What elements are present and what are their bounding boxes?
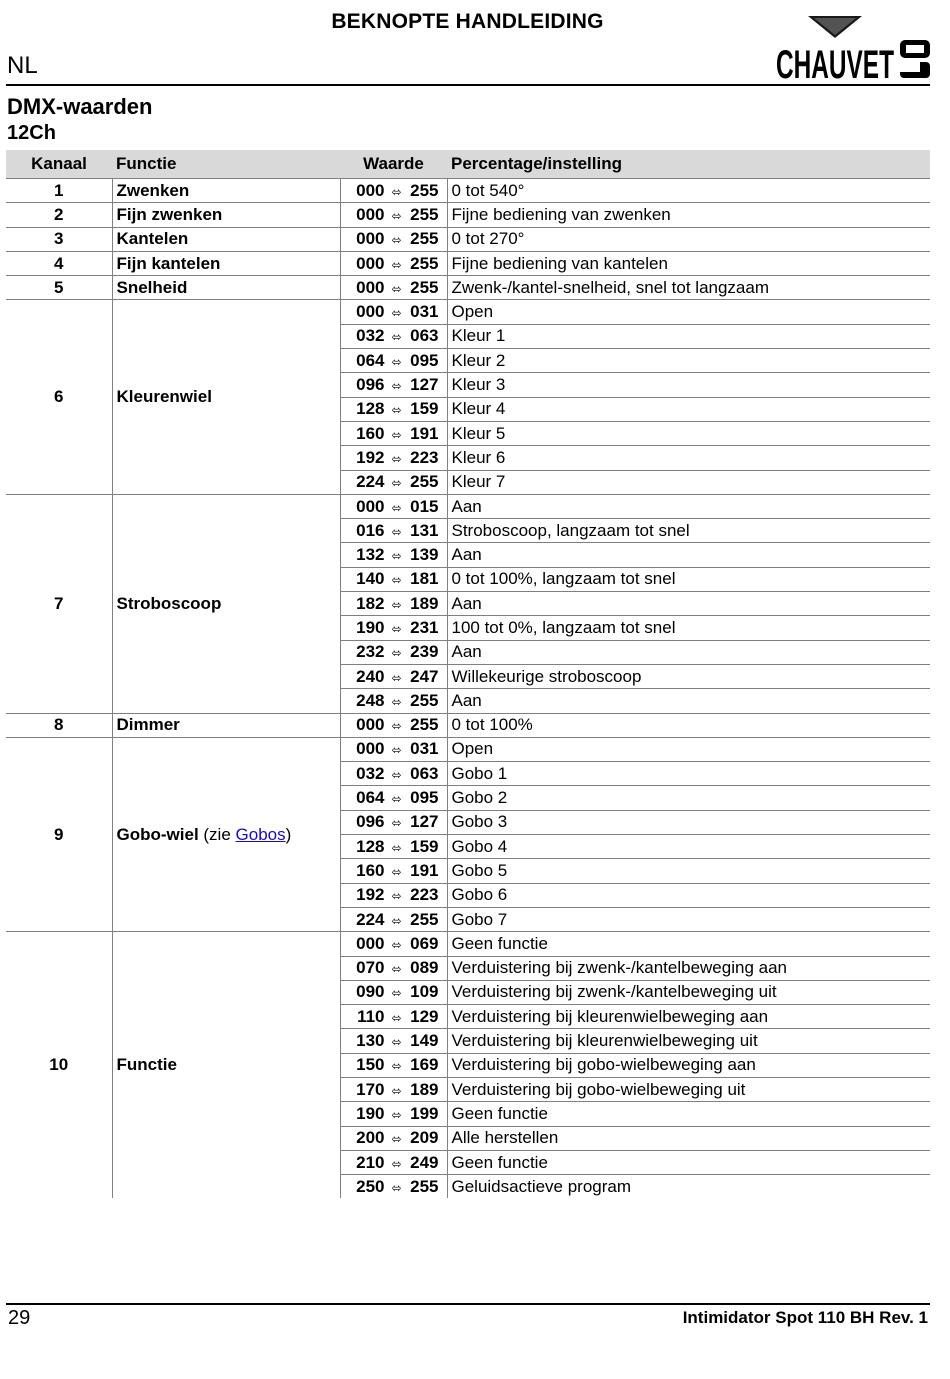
range-end: 069 xyxy=(410,933,439,953)
dmx-value-range xyxy=(340,251,447,275)
range-arrow-icon: ⬄ xyxy=(391,1010,402,1025)
dmx-value-range xyxy=(340,446,447,470)
range-end: 191 xyxy=(410,423,439,443)
setting-description: 100 tot 0%, langzaam tot snel xyxy=(447,616,930,640)
range-arrow-icon: ⬄ xyxy=(391,549,402,564)
setting-description: Fijne bediening van zwenken xyxy=(447,203,930,227)
dmx-value-range xyxy=(340,664,447,688)
range-start: 000 xyxy=(356,180,385,200)
channel-function xyxy=(112,713,340,737)
dmx-value-range xyxy=(340,397,447,421)
setting-description: Geen functie xyxy=(447,932,930,956)
range-end: 223 xyxy=(410,885,439,905)
range-start: 096 xyxy=(356,375,385,395)
svg-text:CHAUVET: CHAUVET xyxy=(776,43,894,84)
range-end: 159 xyxy=(410,836,439,856)
setting-description: Aan xyxy=(447,592,930,616)
function-name: Zwenken xyxy=(116,180,190,200)
dmx-value-range xyxy=(340,786,447,810)
range-arrow-icon: ⬄ xyxy=(391,1156,402,1171)
dmx-value-range xyxy=(340,810,447,834)
dmx-value-range xyxy=(340,1077,447,1101)
range-start: 190 xyxy=(356,617,385,637)
setting-description: Kleur 7 xyxy=(447,470,930,494)
setting-description: Gobo 4 xyxy=(447,835,930,859)
dmx-value-range xyxy=(340,179,447,203)
range-end: 255 xyxy=(410,204,439,224)
range-arrow-icon: ⬄ xyxy=(391,476,402,491)
setting-description: Open xyxy=(447,300,930,324)
dmx-value-range xyxy=(340,1150,447,1174)
range-arrow-icon: ⬄ xyxy=(391,500,402,515)
range-start: 224 xyxy=(356,472,385,492)
function-name: Dimmer xyxy=(116,715,180,735)
range-start: 192 xyxy=(356,447,385,467)
channel-number: 7 xyxy=(6,494,112,713)
range-end: 209 xyxy=(410,1128,439,1148)
channel-function xyxy=(112,251,340,275)
dmx-value-range xyxy=(340,689,447,713)
range-end: 127 xyxy=(410,812,439,832)
range-start: 000 xyxy=(356,204,385,224)
range-end: 255 xyxy=(410,229,439,249)
range-end: 109 xyxy=(410,982,439,1002)
setting-description: Aan xyxy=(447,543,930,567)
table-row xyxy=(6,276,930,300)
setting-description: 0 tot 100%, langzaam tot snel xyxy=(447,567,930,591)
dmx-values-table xyxy=(6,150,930,1198)
column-header-kanaal: Kanaal xyxy=(6,150,112,179)
dmx-value-range xyxy=(340,227,447,251)
range-start: 064 xyxy=(356,350,385,370)
range-arrow-icon: ⬄ xyxy=(391,1107,402,1122)
setting-description: Gobo 1 xyxy=(447,762,930,786)
dmx-value-range xyxy=(340,592,447,616)
range-end: 231 xyxy=(410,617,439,637)
setting-description: Gobo 3 xyxy=(447,810,930,834)
range-end: 255 xyxy=(410,472,439,492)
table-row xyxy=(6,179,930,203)
range-start: 128 xyxy=(356,399,385,419)
dmx-value-range xyxy=(340,203,447,227)
range-end: 129 xyxy=(410,1006,439,1026)
range-start: 016 xyxy=(356,520,385,540)
footer-rule xyxy=(6,1303,930,1305)
dmx-value-range xyxy=(340,956,447,980)
setting-description: Gobo 2 xyxy=(447,786,930,810)
range-arrow-icon: ⬄ xyxy=(391,184,402,199)
setting-description: 0 tot 270° xyxy=(447,227,930,251)
gobos-link[interactable]: Gobos xyxy=(235,824,286,844)
range-end: 095 xyxy=(410,788,439,808)
function-note-open: (zie xyxy=(198,824,236,844)
setting-description: Willekeurige stroboscoop xyxy=(447,664,930,688)
setting-description: Verduistering bij gobo-wielbeweging aan xyxy=(447,1053,930,1077)
setting-description: Geen functie xyxy=(447,1102,930,1126)
dmx-value-range xyxy=(340,349,447,373)
range-end: 031 xyxy=(410,302,439,322)
range-end: 255 xyxy=(410,715,439,735)
dmx-value-range xyxy=(340,1175,447,1199)
dmx-value-range xyxy=(340,300,447,324)
range-start: 000 xyxy=(356,229,385,249)
dmx-value-range xyxy=(340,737,447,761)
range-arrow-icon: ⬄ xyxy=(391,937,402,952)
function-name: Kantelen xyxy=(116,229,189,249)
range-arrow-icon: ⬄ xyxy=(391,621,402,636)
setting-description: Kleur 1 xyxy=(447,324,930,348)
range-start: 248 xyxy=(356,690,385,710)
range-end: 189 xyxy=(410,593,439,613)
channel-number: 5 xyxy=(6,276,112,300)
range-start: 182 xyxy=(356,593,385,613)
channel-number: 2 xyxy=(6,203,112,227)
function-name: Snelheid xyxy=(116,277,188,297)
range-arrow-icon: ⬄ xyxy=(391,427,402,442)
range-start: 064 xyxy=(356,788,385,808)
range-arrow-icon: ⬄ xyxy=(391,913,402,928)
document-title: Intimidator Spot 110 BH Rev. 1 xyxy=(682,1308,928,1327)
range-end: 249 xyxy=(410,1152,439,1172)
range-start: 000 xyxy=(356,302,385,322)
table-row xyxy=(6,737,930,761)
dmx-value-range xyxy=(340,1126,447,1150)
range-start: 192 xyxy=(356,885,385,905)
range-arrow-icon: ⬄ xyxy=(391,646,402,661)
range-arrow-icon: ⬄ xyxy=(391,792,402,807)
chauvet-dj-logo xyxy=(774,14,932,84)
dmx-value-range xyxy=(340,276,447,300)
range-start: 224 xyxy=(356,909,385,929)
setting-description: Fijne bediening van kantelen xyxy=(447,251,930,275)
range-arrow-icon: ⬄ xyxy=(391,597,402,612)
range-arrow-icon: ⬄ xyxy=(391,403,402,418)
range-end: 255 xyxy=(410,1176,439,1196)
channel-function xyxy=(112,300,340,494)
dmx-value-range xyxy=(340,907,447,931)
dmx-value-range xyxy=(340,543,447,567)
setting-description: Zwenk-/kantel-snelheid, snel tot langzaam xyxy=(447,276,930,300)
language-code: NL xyxy=(7,52,38,79)
table-row xyxy=(6,203,930,227)
setting-description: Verduistering bij kleurenwielbeweging uit xyxy=(447,1029,930,1053)
channel-number: 6 xyxy=(6,300,112,494)
setting-description: Gobo 6 xyxy=(447,883,930,907)
range-start: 170 xyxy=(356,1079,385,1099)
range-arrow-icon: ⬄ xyxy=(391,670,402,685)
range-start: 000 xyxy=(356,496,385,516)
dmx-value-range xyxy=(340,616,447,640)
range-arrow-icon: ⬄ xyxy=(391,962,402,977)
header-rule xyxy=(6,84,930,86)
dmx-value-range xyxy=(340,835,447,859)
setting-description: Aan xyxy=(447,640,930,664)
setting-description: Aan xyxy=(447,494,930,518)
range-arrow-icon: ⬄ xyxy=(391,281,402,296)
channel-function xyxy=(112,932,340,1199)
range-arrow-icon: ⬄ xyxy=(391,767,402,782)
table-header-row xyxy=(6,150,930,179)
range-start: 190 xyxy=(356,1103,385,1123)
page-header-title: BEKNOPTE HANDLEIDING xyxy=(331,10,604,33)
function-note-close: ) xyxy=(285,824,292,844)
setting-description: Kleur 2 xyxy=(447,349,930,373)
range-start: 150 xyxy=(356,1055,385,1075)
setting-description: Open xyxy=(447,737,930,761)
range-arrow-icon: ⬄ xyxy=(391,1035,402,1050)
range-start: 250 xyxy=(356,1176,385,1196)
range-start: 090 xyxy=(356,982,385,1002)
channel-number: 4 xyxy=(6,251,112,275)
dmx-value-range xyxy=(340,640,447,664)
column-header-percentage: Percentage/instelling xyxy=(447,150,930,179)
range-end: 063 xyxy=(410,326,439,346)
range-end: 255 xyxy=(410,690,439,710)
range-end: 255 xyxy=(410,253,439,273)
range-arrow-icon: ⬄ xyxy=(391,719,402,734)
dmx-value-range xyxy=(340,421,447,445)
channel-function xyxy=(112,227,340,251)
range-start: 210 xyxy=(356,1152,385,1172)
setting-description: Kleur 4 xyxy=(447,397,930,421)
range-end: 189 xyxy=(410,1079,439,1099)
range-arrow-icon: ⬄ xyxy=(391,1083,402,1098)
range-end: 127 xyxy=(410,375,439,395)
range-end: 015 xyxy=(410,496,439,516)
range-arrow-icon: ⬄ xyxy=(391,330,402,345)
range-arrow-icon: ⬄ xyxy=(391,694,402,709)
range-start: 160 xyxy=(356,423,385,443)
range-arrow-icon: ⬄ xyxy=(391,354,402,369)
range-end: 255 xyxy=(410,277,439,297)
column-header-waarde: Waarde xyxy=(340,150,447,179)
setting-description: Alle herstellen xyxy=(447,1126,930,1150)
dmx-value-range xyxy=(340,859,447,883)
section-subtitle: 12Ch xyxy=(7,122,56,144)
range-start: 070 xyxy=(356,958,385,978)
dmx-value-range xyxy=(340,1053,447,1077)
channel-function xyxy=(112,179,340,203)
range-start: 000 xyxy=(356,739,385,759)
range-end: 255 xyxy=(410,909,439,929)
range-arrow-icon: ⬄ xyxy=(391,1059,402,1074)
range-start: 000 xyxy=(356,277,385,297)
dmx-value-range xyxy=(340,980,447,1004)
range-start: 140 xyxy=(356,569,385,589)
setting-description: 0 tot 540° xyxy=(447,179,930,203)
channel-number: 9 xyxy=(6,737,112,931)
setting-description: Gobo 5 xyxy=(447,859,930,883)
range-end: 089 xyxy=(410,958,439,978)
range-start: 160 xyxy=(356,860,385,880)
range-start: 032 xyxy=(356,326,385,346)
setting-description: Aan xyxy=(447,689,930,713)
table-row xyxy=(6,494,930,518)
setting-description: 0 tot 100% xyxy=(447,713,930,737)
setting-description: Kleur 3 xyxy=(447,373,930,397)
range-start: 232 xyxy=(356,642,385,662)
range-arrow-icon: ⬄ xyxy=(391,1180,402,1195)
channel-number: 10 xyxy=(6,932,112,1199)
function-name: Fijn kantelen xyxy=(116,253,221,273)
range-arrow-icon: ⬄ xyxy=(391,233,402,248)
channel-function xyxy=(112,203,340,227)
dmx-value-range xyxy=(340,470,447,494)
setting-description: Kleur 5 xyxy=(447,421,930,445)
dmx-value-range xyxy=(340,883,447,907)
range-arrow-icon: ⬄ xyxy=(391,379,402,394)
channel-function xyxy=(112,737,340,931)
range-arrow-icon: ⬄ xyxy=(391,208,402,223)
function-name: Kleurenwiel xyxy=(116,387,212,407)
table-row xyxy=(6,932,930,956)
setting-description: Kleur 6 xyxy=(447,446,930,470)
range-start: 132 xyxy=(356,545,385,565)
range-end: 199 xyxy=(410,1103,439,1123)
range-arrow-icon: ⬄ xyxy=(391,257,402,272)
table-row xyxy=(6,227,930,251)
range-start: 110 xyxy=(357,1006,385,1026)
range-arrow-icon: ⬄ xyxy=(391,889,402,904)
range-end: 139 xyxy=(410,545,439,565)
setting-description: Geluidsactieve program xyxy=(451,1176,632,1196)
range-end: 191 xyxy=(410,860,439,880)
page-number: 29 xyxy=(8,1307,31,1329)
dmx-value-range xyxy=(340,324,447,348)
range-end: 149 xyxy=(410,1031,439,1051)
setting-description: Gobo 7 xyxy=(447,907,930,931)
range-start: 000 xyxy=(356,253,385,273)
range-end: 131 xyxy=(410,520,439,540)
section-title: DMX-waarden xyxy=(7,94,153,119)
range-arrow-icon: ⬄ xyxy=(391,573,402,588)
range-end: 247 xyxy=(410,666,439,686)
table-row xyxy=(6,713,930,737)
channel-function xyxy=(112,494,340,713)
range-start: 096 xyxy=(356,812,385,832)
dmx-value-range xyxy=(340,762,447,786)
range-start: 240 xyxy=(356,666,385,686)
dmx-value-range xyxy=(340,932,447,956)
table-row xyxy=(6,251,930,275)
range-start: 000 xyxy=(356,715,385,735)
range-start: 200 xyxy=(356,1128,385,1148)
dmx-value-range xyxy=(340,1005,447,1029)
range-end: 159 xyxy=(410,399,439,419)
setting-description: Verduistering bij zwenk-/kantelbeweging aan xyxy=(447,956,930,980)
range-arrow-icon: ⬄ xyxy=(391,1132,402,1147)
range-start: 130 xyxy=(356,1031,385,1051)
channel-number: 3 xyxy=(6,227,112,251)
setting-description: Verduistering bij kleurenwielbeweging aan xyxy=(447,1005,930,1029)
dmx-value-range xyxy=(340,567,447,591)
function-name: Gobo-wiel xyxy=(116,824,199,844)
range-end: 181 xyxy=(410,569,439,589)
range-start: 032 xyxy=(356,763,385,783)
range-end: 095 xyxy=(410,350,439,370)
dmx-value-range xyxy=(340,519,447,543)
dmx-value-range xyxy=(340,373,447,397)
dmx-value-range xyxy=(340,494,447,518)
setting-description: Verduistering bij gobo-wielbeweging uit xyxy=(447,1077,930,1101)
channel-number: 8 xyxy=(6,713,112,737)
dmx-value-range xyxy=(340,1029,447,1053)
range-arrow-icon: ⬄ xyxy=(391,743,402,758)
dmx-value-range xyxy=(340,713,447,737)
range-end: 223 xyxy=(410,447,439,467)
range-start: 000 xyxy=(356,933,385,953)
channel-number: 1 xyxy=(6,179,112,203)
function-name: Functie xyxy=(116,1055,177,1075)
range-arrow-icon: ⬄ xyxy=(391,451,402,466)
range-end: 031 xyxy=(410,739,439,759)
range-end: 063 xyxy=(410,763,439,783)
range-arrow-icon: ⬄ xyxy=(391,864,402,879)
range-arrow-icon: ⬄ xyxy=(391,306,402,321)
range-arrow-icon: ⬄ xyxy=(391,816,402,831)
range-end: 169 xyxy=(410,1055,439,1075)
range-arrow-icon: ⬄ xyxy=(391,840,402,855)
channel-function xyxy=(112,276,340,300)
column-header-functie: Functie xyxy=(112,150,340,179)
function-name: Stroboscoop xyxy=(116,593,222,613)
range-arrow-icon: ⬄ xyxy=(391,524,402,539)
setting-description: Verduistering bij zwenk-/kantelbeweging uit xyxy=(447,980,930,1004)
range-start: 128 xyxy=(356,836,385,856)
function-name: Fijn zwenken xyxy=(116,204,223,224)
range-end: 239 xyxy=(410,642,439,662)
range-arrow-icon: ⬄ xyxy=(391,986,402,1001)
setting-description: Geen functie xyxy=(447,1150,930,1174)
setting-description: Stroboscoop, langzaam tot snel xyxy=(447,519,930,543)
dmx-value-range xyxy=(340,1102,447,1126)
table-row xyxy=(6,300,930,324)
range-end: 255 xyxy=(410,180,439,200)
